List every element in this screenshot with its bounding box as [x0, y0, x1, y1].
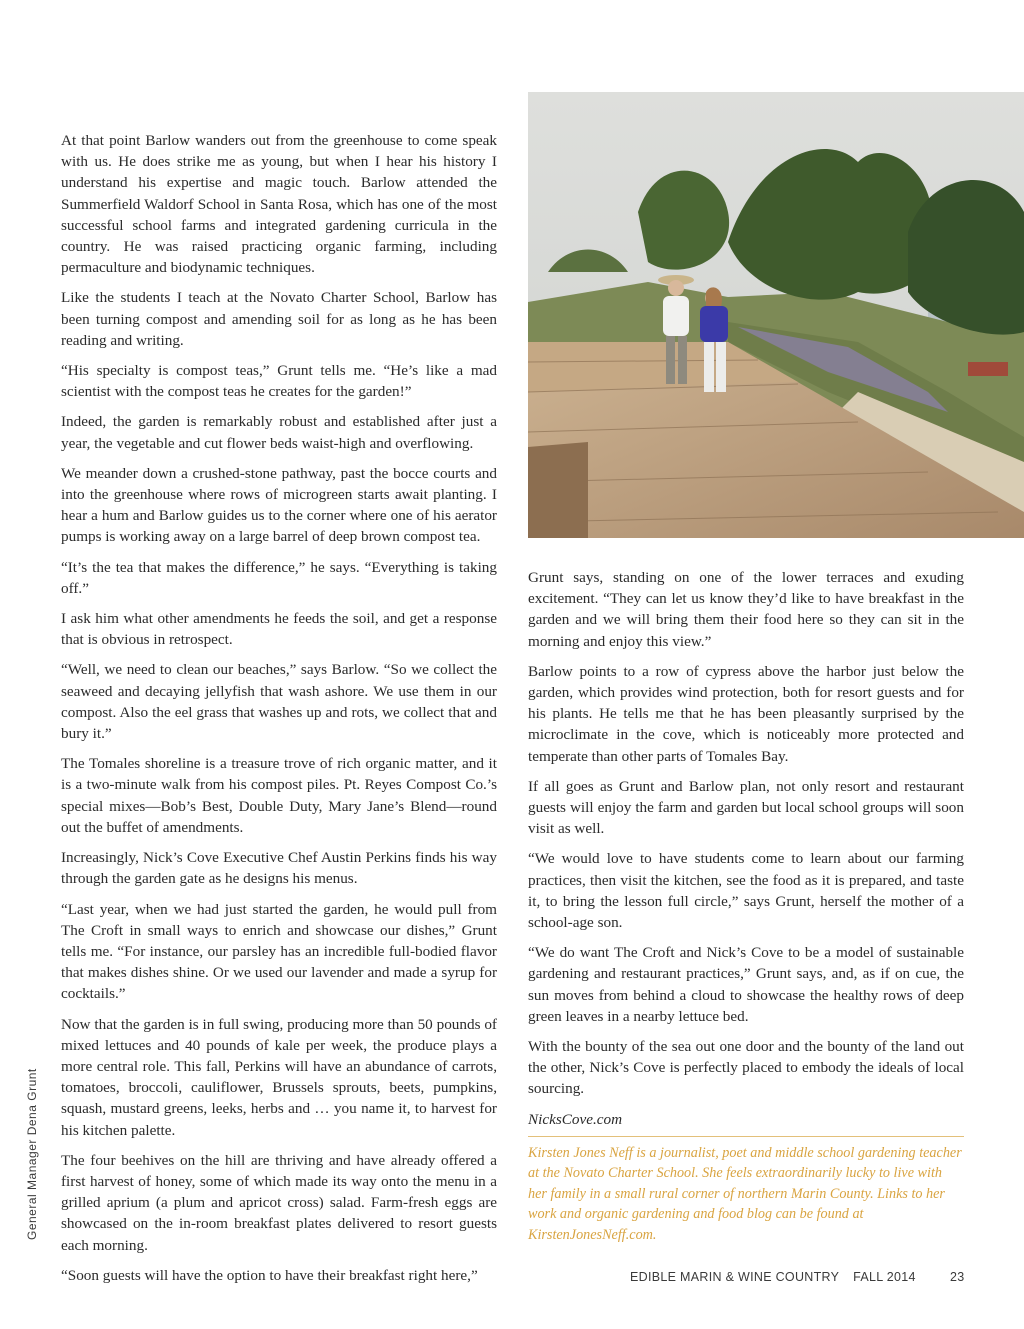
bio-divider	[528, 1136, 964, 1137]
body-paragraph: “We would love to have students come to learn about our farming practices, then visit the kitchen, see the food as it is prepared, and taste it, to bring the lesson full circle,” says Grunt, herself the mother of a school-age son.	[528, 850, 964, 932]
garden-photo	[528, 92, 1024, 538]
publication-name: EDIBLE MARIN & WINE COUNTRY	[630, 1270, 840, 1284]
author-bio: Kirsten Jones Neff is a journalist, poet and middle school gardening teacher at the Novato Charter School. She feels extraordinarily lucky to live with her family in a small rural corner of northern Marin County. Links to her work and organic gardening and food blog can be found at KirstenJonesNeff.com.	[528, 1145, 962, 1243]
issue-label: FALL 2014	[853, 1270, 916, 1284]
body-paragraph: Grunt says, standing on one of the lower terraces and exuding excitement. “They can let us know they’d like to have breakfast in the garden and we will bring them their food here so they can sit in the morning and enjoy this view.”	[528, 569, 964, 650]
body-paragraph: At that point Barlow wanders out from the greenhouse to come speak with us. He does strike me as young, but when I hear his history I understand his expertise and magic touch. Barlow attended the Summerfield Waldorf School in Santa Rosa, which has one of the most successful school farms and integrated gardening curricula in the country. He was raised practicing organic farming, including permaculture and biodynamic techniques.	[61, 132, 497, 277]
garden-scene-image	[528, 92, 1024, 538]
body-paragraph: “Well, we need to clean our beaches,” says Barlow. “So we collect the seaweed and decaying jellyfish that wash ashore. We use them in our compost. Also the eel grass that washes up and rots, we collect that and bury it.”	[61, 661, 497, 743]
photo-credit: General Manager Dena Grunt	[25, 1068, 39, 1240]
body-paragraph: “His specialty is compost teas,” Grunt tells me. “He’s like a mad scientist with the compost teas he creates for the garden!”	[61, 362, 497, 401]
body-paragraph: The four beehives on the hill are thriving and have already offered a first harvest of honey, some of which made its way onto the menu in a grilled aprium (a plum and apricot cross) salad. Farm-fresh eggs are showcased on the in-room breakfast plates delivered to resort guests each morning.	[61, 1151, 497, 1254]
body-paragraph: “We do want The Croft and Nick’s Cove to be a model of sustainable gardening and restaurant practices,” Grunt says, and, as if on cue, the sun moves from behind a cloud to showcase the healthy rows of deep green leaves in a nearby lettuce bed.	[528, 944, 964, 1025]
body-paragraph: With the bounty of the sea out one door and the bounty of the land out the other, Nick’s Cove is perfectly placed to embody the ideals of local sourcing.	[528, 1038, 964, 1098]
body-paragraph: If all goes as Grunt and Barlow plan, not only resort and restaurant guests will enjoy the farm and garden but local school groups will soon visit as well.	[528, 777, 964, 838]
body-paragraph: Indeed, the garden is remarkably robust and established after just a year, the vegetable and cut flower beds waist-high and overflowing.	[61, 413, 497, 452]
body-paragraph: “Soon guests will have the option to have their breakfast right here,”	[61, 1266, 478, 1284]
body-paragraph: I ask him what other amendments he feeds the soil, and get a response that is obvious in retrospect.	[61, 610, 497, 649]
page-footer	[630, 1270, 965, 1284]
page-number: 23	[950, 1270, 965, 1284]
body-paragraph: Increasingly, Nick’s Cove Executive Chef Austin Perkins finds his way through the garden gate as he designs his menus.	[61, 849, 497, 888]
body-paragraph: We meander down a crushed-stone pathway, past the bocce courts and into the greenhouse where rows of microgreen starts await planting. I hear a hum and Barlow guides us to the corner where one of his aerator pumps is working away on a large barrel of deep brown compost tea.	[61, 464, 497, 546]
body-paragraph: “It’s the tea that makes the difference,” he says. “Everything is taking off.”	[61, 558, 497, 597]
body-paragraph: Like the students I teach at the Novato Charter School, Barlow has been turning compost and amending soil for as long as he has been reading and writing.	[61, 289, 497, 349]
body-paragraph: The Tomales shoreline is a treasure trove of rich organic matter, and it is a two-minute walk from his compost piles. Pt. Reyes Compost Co.’s special mixes—Bob’s Best, Double Duty, Mary Jane’s Blend—round out the buffet of amendments.	[61, 755, 497, 836]
body-paragraph: Barlow points to a row of cypress above the harbor just below the garden, which provides wind protection, both for resort guests and for his plants. He tells me that he has been pleasantly surprised by the microclimate in the cove, which is noticeably more protected and temperate than other parts of Tomales Bay.	[528, 662, 964, 765]
body-paragraph: Now that the garden is in full swing, producing more than 50 pounds of mixed lettuces and 40 pounds of kale per week, the produce plays a more central role. This fall, Perkins will have an abundance of carrots, tomatoes, broccoli, cauliflower, Brussels sprouts, beets, pumpkins, squash, mustard greens, leeks, herbs and … you name it, to harvest for his kitchen palette.	[61, 1015, 497, 1139]
website-link[interactable]: NicksCove.com	[528, 1110, 623, 1128]
article-column-right	[528, 567, 964, 1139]
body-paragraph: “Last year, when we had just started the garden, he would pull from The Croft in small ways to enrich and showcase our dishes,” Grunt tells me. “For instance, our parsley has an incredible full-bodied flavor that makes dishes shine. Or we used our lavender and made a syrup for cocktails.”	[61, 900, 497, 1003]
article-column-left	[61, 130, 497, 1295]
